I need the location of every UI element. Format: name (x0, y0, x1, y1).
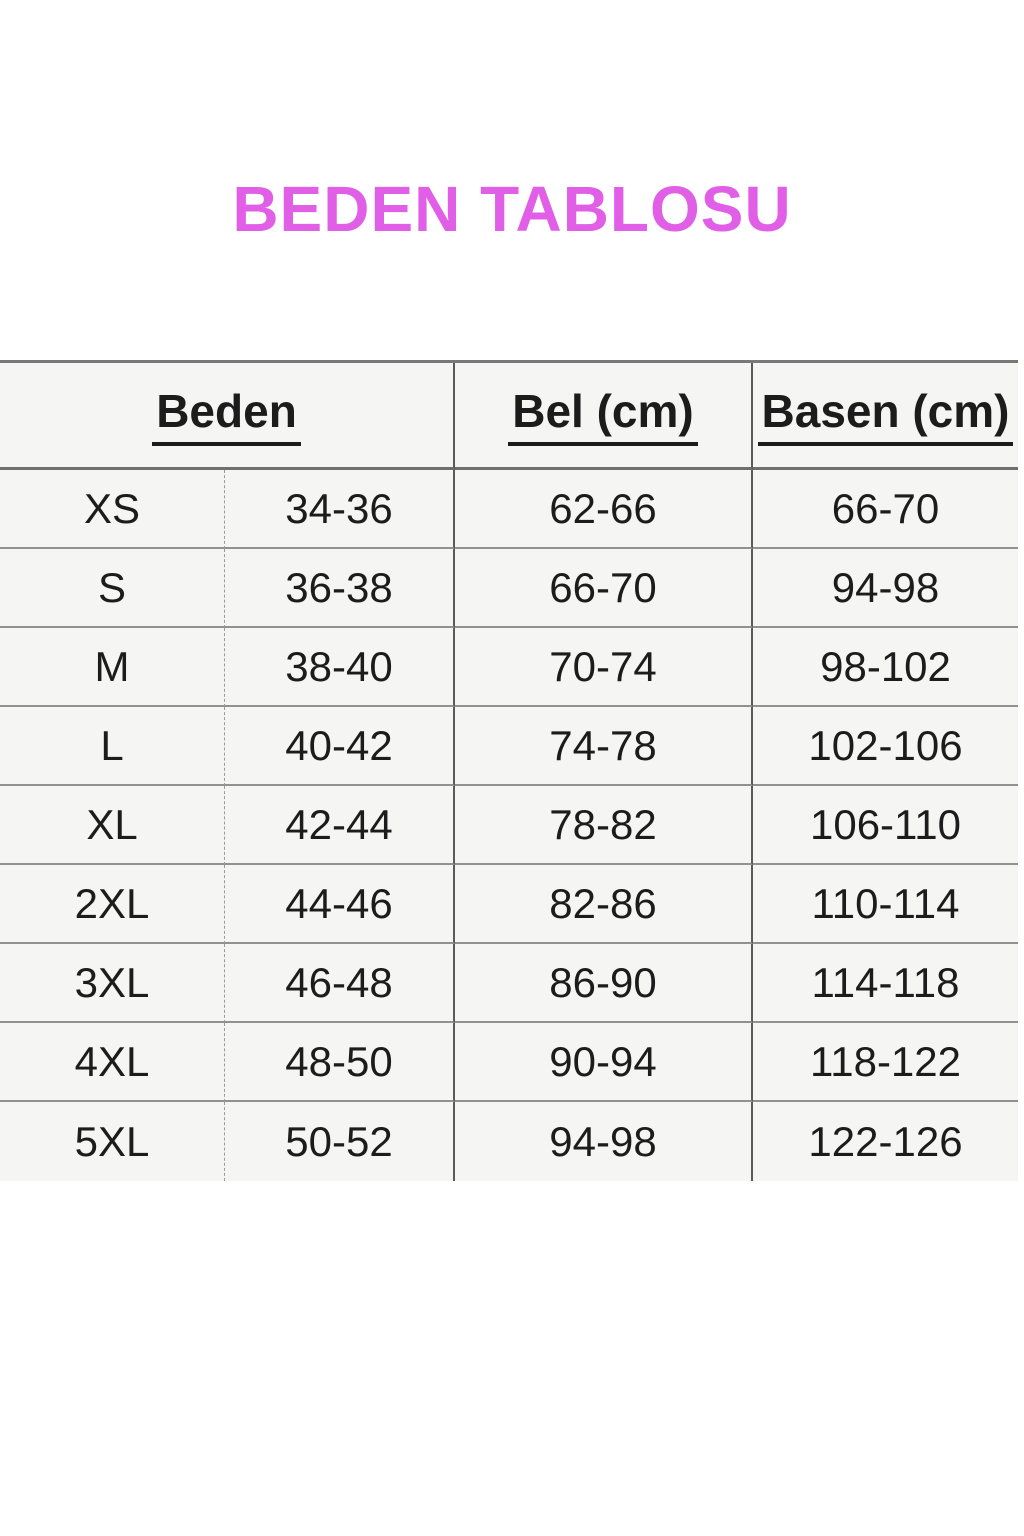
hip-range: 94-98 (753, 549, 1018, 628)
waist-range: 74-78 (455, 707, 753, 786)
waist-range: 86-90 (455, 944, 753, 1023)
size-range: 44-46 (225, 865, 455, 944)
header-cell-bel (455, 363, 753, 470)
size-label: XS (0, 470, 225, 549)
size-range: 38-40 (225, 628, 455, 707)
page-title: BEDEN TABLOSU (232, 173, 792, 245)
size-label: M (0, 628, 225, 707)
waist-range: 94-98 (455, 1102, 753, 1181)
size-range: 40-42 (225, 707, 455, 786)
waist-range: 70-74 (455, 628, 753, 707)
size-label: L (0, 707, 225, 786)
hip-range: 98-102 (753, 628, 1018, 707)
size-label: 4XL (0, 1023, 225, 1102)
header-label-basen: Basen (cm) (758, 384, 1014, 446)
size-label: 5XL (0, 1102, 225, 1181)
hip-range: 106-110 (753, 786, 1018, 865)
size-label: 3XL (0, 944, 225, 1023)
size-range: 46-48 (225, 944, 455, 1023)
header-cell-beden (0, 363, 455, 470)
size-table (0, 360, 1018, 1181)
header-label-bel: Bel (cm) (508, 384, 697, 446)
waist-range: 66-70 (455, 549, 753, 628)
size-range: 50-52 (225, 1102, 455, 1181)
size-label: XL (0, 786, 225, 865)
hip-range: 118-122 (753, 1023, 1018, 1102)
header-label-beden: Beden (152, 384, 301, 446)
size-range: 34-36 (225, 470, 455, 549)
hip-range: 66-70 (753, 470, 1018, 549)
hip-range: 114-118 (753, 944, 1018, 1023)
hip-range: 122-126 (753, 1102, 1018, 1181)
waist-range: 62-66 (455, 470, 753, 549)
waist-range: 82-86 (455, 865, 753, 944)
hip-range: 102-106 (753, 707, 1018, 786)
size-range: 36-38 (225, 549, 455, 628)
header-cell-basen (753, 363, 1018, 470)
waist-range: 78-82 (455, 786, 753, 865)
hip-range: 110-114 (753, 865, 1018, 944)
waist-range: 90-94 (455, 1023, 753, 1102)
size-range: 48-50 (225, 1023, 455, 1102)
size-label: 2XL (0, 865, 225, 944)
size-range: 42-44 (225, 786, 455, 865)
size-label: S (0, 549, 225, 628)
